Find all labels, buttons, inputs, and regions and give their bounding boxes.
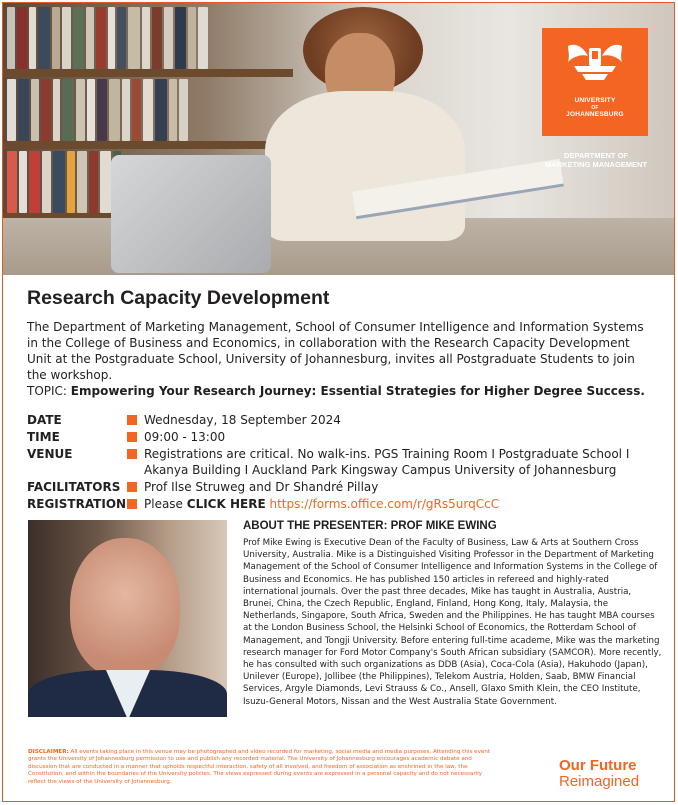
laptop (111, 155, 271, 273)
topic-label: TOPIC: (27, 384, 71, 398)
date-row (27, 412, 657, 428)
student-sweater (265, 91, 465, 241)
page-title: Research Capacity Development (27, 287, 330, 309)
click-here-link[interactable]: CLICK HERE (186, 497, 266, 511)
tagline-line-1: Our Future (559, 757, 637, 774)
uj-emblem-icon (562, 40, 628, 84)
intro-paragraph: The Department of Marketing Management, School of Consumer Intelligence and Information Systems in the College of Business and Economics, in collaboration with the Research Capacity Development Unit at the Postgraduate School, University of Johannesburg, invites all Postgraduate Students to join the workshop. (27, 320, 644, 382)
university-logo (542, 28, 648, 136)
orange-square-bullet-icon (127, 499, 137, 509)
logo-line: UNIVERSITY (574, 97, 616, 104)
bookshelf-row (3, 7, 273, 69)
topic-text: Empowering Your Research Journey: Essential Strategies for Higher Degree Success. (70, 384, 645, 398)
registration-url-link[interactable]: https://forms.office.com/r/gRs5urqCcC (269, 497, 500, 511)
logo-line: OF (591, 105, 599, 111)
date-label: DATE (27, 413, 62, 427)
university-name (542, 97, 648, 119)
disclaimer-text: All events taking place in this venue may be photographed and video recorded for marketing, social media and media purposes. Attending this event grants the University of Johannesburg permission to use and publish any recorded material. The University of Johannesburg encourages academic debate and discussion that are conducted in a manner that upholds respectful interaction, safety of all involved, and freedom of association as enshrined in the law, the Constitution, and within the boundaries of the University policies. The views expressed during events are expressed in a personal capacity and do not necessarily reflect the views of the University of Johannesburg. (28, 749, 491, 785)
shelf (3, 141, 293, 149)
facilitators-row (27, 479, 657, 495)
topic-line (27, 383, 647, 399)
event-details (27, 412, 657, 513)
venue-value: Registrations are critical. No walk-ins. PGS Training Room I Postgraduate School I Akanya Building I Auckland Park Kingsway Campus University of Johannesburg (144, 447, 630, 477)
tagline (559, 758, 639, 790)
orange-square-bullet-icon (127, 415, 137, 425)
registration-label: REGISTRATION (27, 497, 127, 511)
registration-row (27, 496, 657, 512)
intro-text (27, 319, 647, 399)
time-label: TIME (27, 430, 60, 444)
department-name (529, 151, 663, 169)
logo-line: JOHANNESBURG (566, 111, 624, 118)
venue-label: VENUE (27, 447, 73, 461)
facilitators-label: FACILITATORS (27, 480, 121, 494)
shelf (3, 69, 293, 77)
presenter-bio: Prof Mike Ewing is Executive Dean of the Faculty of Business, Law & Arts at Southern Cross University, Australia. Mike is a Distinguished Visiting Professor in the Department of Marketing Management of the School of Consumer Intelligence and Information Systems in the College of Business and Economics. He has published 150 articles in refereed and highly-rated international journals. Over the past three decades, Mike has taught in Australia, Austria, Brunei, China, the Czech Republic, England, Finland, Hong Kong, Italy, Malaysia, the Netherlands, Singapore, South Africa, Sweden and the Philippines. He has taught MBA courses at the London Business School, the Helsinki School of Economics, the Rotterdam School of Management, and Tongji University. Before entering full-time academe, Mike was the marketing research manager for Ford Motor Company's South African subsidiary (SAMCOR). More recently, he has consulted with such organizations as DDB (Asia), Coca-Cola (Asia), Hakuhodo (Japan), Unilever (Europe), Jollibee (the Philippines), Telekom Austria, Holden, Saab, BMW Financial Services, Argyle Diamonds, Levi Strauss & Co., Ansell, Glaxo Smith Klein, the CEO Institute, Isuzu-General Motors, Nissan and the West Australia State Government. (243, 538, 662, 707)
flyer (2, 2, 675, 802)
orange-square-bullet-icon (127, 482, 137, 492)
registration-prefix: Please (144, 497, 187, 511)
time-value: 09:00 - 13:00 (144, 430, 226, 444)
venue-row (27, 446, 657, 478)
time-row (27, 429, 657, 445)
registration-value (144, 496, 657, 512)
department-line: DEPARTMENT OF (563, 151, 629, 160)
facilitators-value: Prof Ilse Struweg and Dr Shandré Pillay (144, 480, 379, 494)
disclaimer (28, 749, 498, 786)
disclaimer-label: DISCLAIMER: (28, 749, 69, 755)
presenter-face (70, 538, 180, 678)
date-value: Wednesday, 18 September 2024 (144, 413, 341, 427)
presenter-heading: ABOUT THE PRESENTER: PROF MIKE EWING (243, 520, 497, 532)
bookshelf-row (3, 79, 273, 141)
tagline-line-2: Reimagined (559, 773, 640, 790)
presenter-photo (28, 520, 227, 717)
department-line: MARKETING MANAGEMENT (544, 160, 648, 169)
orange-square-bullet-icon (127, 449, 137, 459)
orange-square-bullet-icon (127, 432, 137, 442)
